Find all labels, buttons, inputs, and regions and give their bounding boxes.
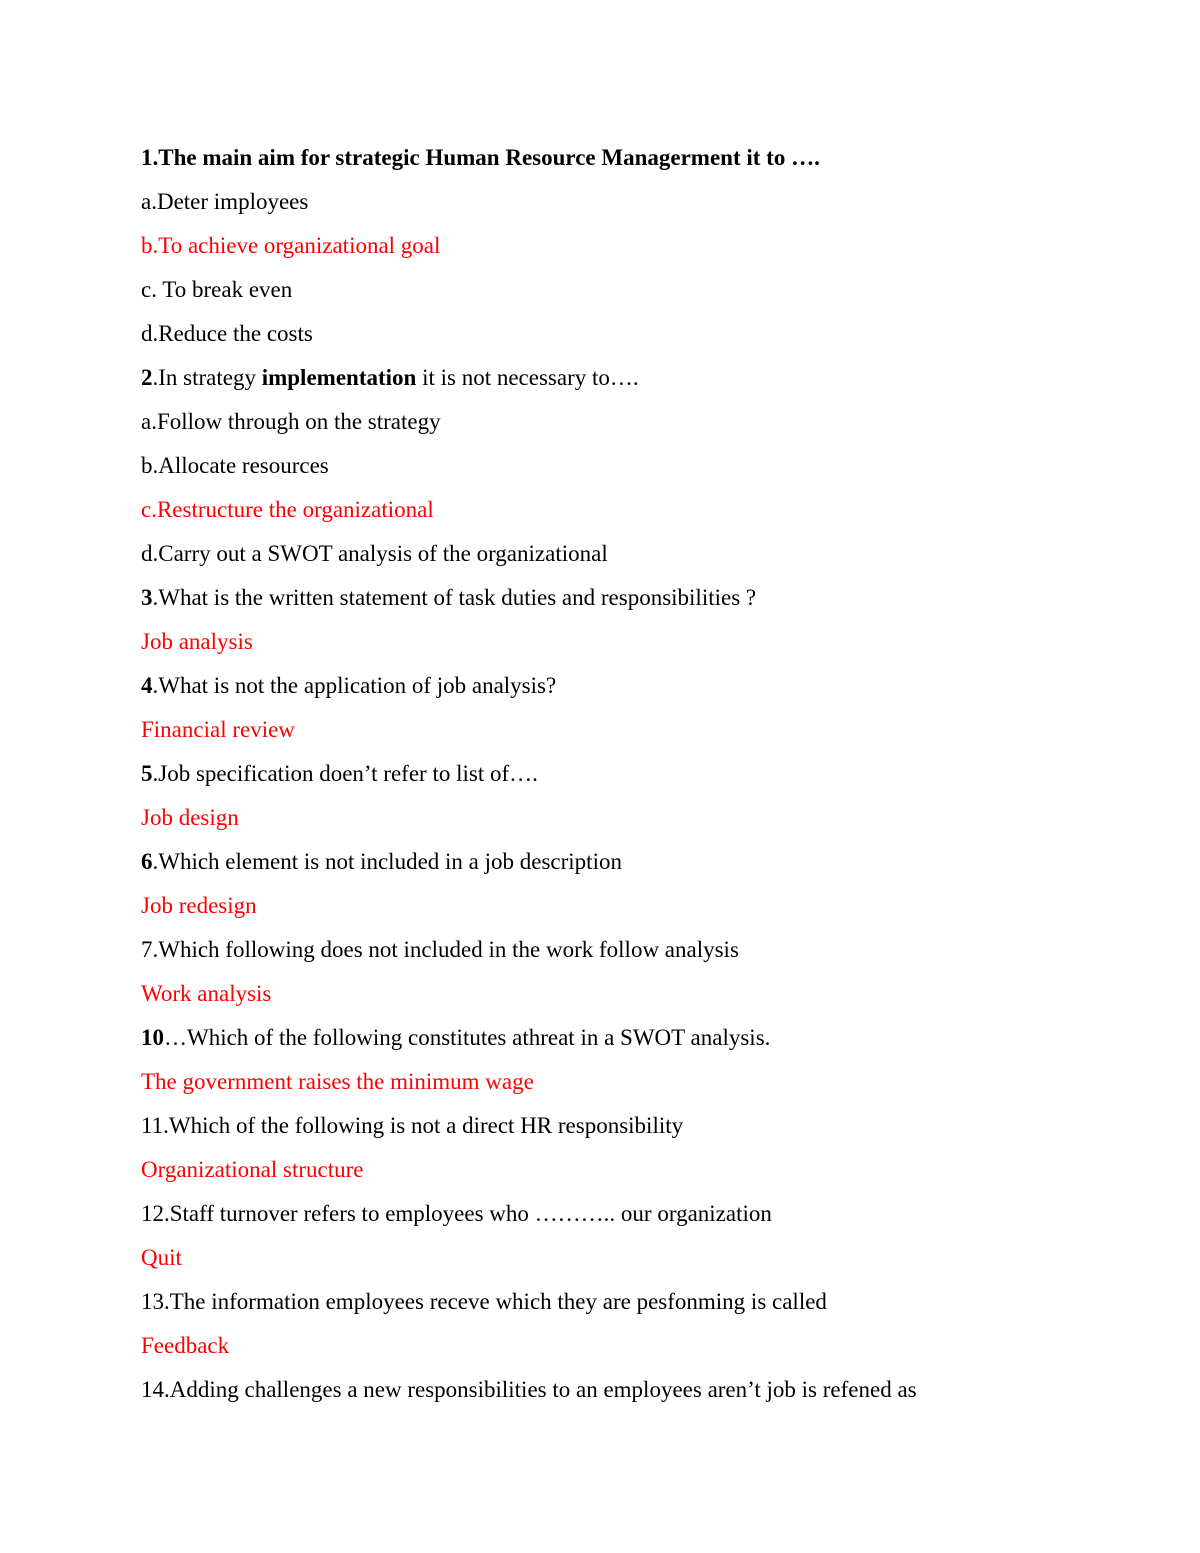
question-line	[141, 1197, 1041, 1241]
text-run: .What is not the application of job analysis?	[152, 673, 557, 698]
text-run: a.Follow through on the strategy	[141, 409, 441, 434]
answer-line	[141, 229, 1041, 273]
text-run: .Which element is not included in a job description	[152, 849, 622, 874]
text-run: 1.The main aim for strategic Human Resource Managerment it to ….	[141, 145, 820, 170]
text-run: Job analysis	[141, 629, 253, 654]
question-line	[141, 449, 1041, 493]
answer-line	[141, 1241, 1041, 1285]
text-run: Work analysis	[141, 981, 272, 1006]
text-run: .What is the written statement of task duties and responsibilities ?	[152, 585, 757, 610]
text-run: 2	[141, 365, 153, 390]
question-line	[141, 273, 1041, 317]
text-run: b.To achieve organizational goal	[141, 233, 441, 258]
answer-line	[141, 801, 1041, 845]
question-line	[141, 1285, 1041, 1329]
question-line	[141, 1021, 1041, 1065]
answer-line	[141, 713, 1041, 757]
text-run: Job redesign	[141, 893, 257, 918]
text-run: Financial review	[141, 717, 295, 742]
text-run: 5	[141, 761, 153, 786]
question-line	[141, 757, 1041, 801]
text-run: 3	[141, 585, 153, 610]
answer-line	[141, 1153, 1041, 1197]
answer-line	[141, 889, 1041, 933]
question-line	[141, 537, 1041, 581]
text-run: Job design	[141, 805, 239, 830]
text-run: c. To break even	[141, 277, 293, 302]
text-run: d.Carry out a SWOT analysis of the organizational	[141, 541, 608, 566]
text-run: it is not necessary to….	[416, 365, 639, 390]
text-run: implementation	[261, 365, 417, 390]
question-line	[141, 361, 1041, 405]
text-run: d.Reduce the costs	[141, 321, 313, 346]
question-line	[141, 141, 1041, 185]
question-list	[141, 141, 1041, 1417]
text-run: 11.Which of the following is not a direct HR responsibility	[141, 1113, 684, 1138]
text-run: 12.Staff turnover refers to employees who ……….. our organization	[141, 1201, 772, 1226]
text-run: …Which of the following constitutes athreat in a SWOT analysis.	[164, 1025, 771, 1050]
question-line	[141, 1109, 1041, 1153]
question-line	[141, 933, 1041, 977]
text-run: .In strategy	[152, 365, 262, 390]
text-run: 14.Adding challenges a new responsibilities to an employees aren’t job is refened as	[141, 1377, 917, 1402]
question-line	[141, 185, 1041, 229]
text-run: 10	[141, 1025, 164, 1050]
text-run: Feedback	[141, 1333, 230, 1358]
text-run: 6	[141, 849, 153, 874]
text-run: .Job specification doen’t refer to list of….	[152, 761, 538, 786]
answer-line	[141, 493, 1041, 537]
text-run: b.Allocate resources	[141, 453, 329, 478]
text-run: 7.Which following does not included in the work follow analysis	[141, 937, 739, 962]
text-run: Quit	[141, 1245, 182, 1270]
question-line	[141, 581, 1041, 625]
question-line	[141, 317, 1041, 361]
text-run: Organizational structure	[141, 1157, 364, 1182]
question-line	[141, 405, 1041, 449]
question-line	[141, 669, 1041, 713]
text-run: c.Restructure the organizational	[141, 497, 434, 522]
text-run: 13.The information employees receve which they are pesfonming is called	[141, 1289, 827, 1314]
answer-line	[141, 1065, 1041, 1109]
question-line	[141, 1373, 1041, 1417]
text-run: 4	[141, 673, 153, 698]
answer-line	[141, 977, 1041, 1021]
text-run: The government raises the minimum wage	[141, 1069, 534, 1094]
question-line	[141, 845, 1041, 889]
answer-line	[141, 625, 1041, 669]
text-run: a.Deter imployees	[141, 189, 309, 214]
answer-line	[141, 1329, 1041, 1373]
